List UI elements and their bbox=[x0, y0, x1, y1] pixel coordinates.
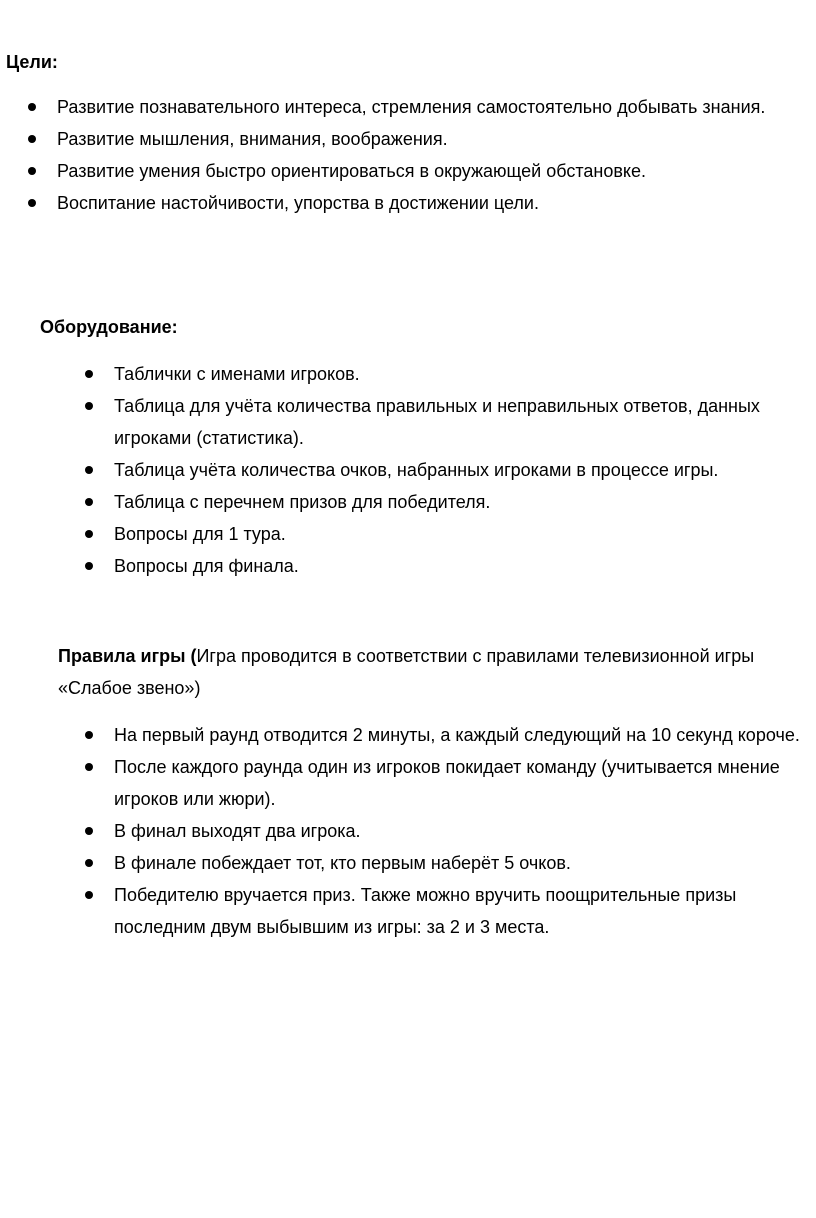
list-item bbox=[85, 390, 800, 454]
bullet-icon bbox=[85, 763, 93, 771]
bullet-icon bbox=[85, 370, 93, 378]
list-item-text: В финале побеждает тот, кто первым наберёт 5 очков. bbox=[114, 853, 571, 873]
bullet-icon bbox=[85, 498, 93, 506]
bullet-icon bbox=[28, 167, 36, 175]
goals-heading: Цели: bbox=[6, 52, 58, 72]
bullet-icon bbox=[85, 562, 93, 570]
bullet-icon bbox=[28, 103, 36, 111]
list-item-text: После каждого раунда один из игроков покидает команду (учитывается мнение игроков или жюри). bbox=[114, 757, 780, 809]
list-item bbox=[85, 815, 810, 847]
rules-heading-rest: Игра проводится в соответствии с правилами телевизионной игры «Слабое звено») bbox=[58, 646, 755, 698]
list-item-text: Воспитание настойчивости, упорства в достижении цели. bbox=[57, 193, 539, 213]
bullet-icon bbox=[85, 731, 93, 739]
list-item bbox=[28, 155, 788, 187]
list-item-text: В финал выходят два игрока. bbox=[114, 821, 361, 841]
rules-heading-bold: Правила игры ( bbox=[58, 646, 197, 666]
list-item bbox=[85, 751, 810, 815]
list-item-text: Таблица для учёта количества правильных и неправильных ответов, данных игроками (статистика). bbox=[114, 396, 760, 448]
list-item bbox=[85, 486, 800, 518]
list-item bbox=[85, 719, 810, 751]
bullet-icon bbox=[28, 135, 36, 143]
bullet-icon bbox=[85, 827, 93, 835]
list-item-text: Развитие мышления, внимания, воображения. bbox=[57, 129, 448, 149]
list-item-text: Вопросы для финала. bbox=[114, 556, 299, 576]
rules-heading bbox=[58, 640, 798, 704]
list-item bbox=[85, 454, 800, 486]
list-item bbox=[85, 879, 810, 943]
list-item bbox=[85, 847, 810, 879]
list-item bbox=[28, 91, 788, 123]
list-item-text: Вопросы для 1 тура. bbox=[114, 524, 286, 544]
list-item-text: Таблица учёта количества очков, набранных игроками в процессе игры. bbox=[114, 460, 719, 480]
equipment-list bbox=[85, 358, 800, 582]
list-item-text: Развитие познавательного интереса, стремления самостоятельно добывать знания. bbox=[57, 97, 766, 117]
bullet-icon bbox=[85, 891, 93, 899]
list-item bbox=[28, 187, 788, 219]
list-item bbox=[85, 550, 800, 582]
bullet-icon bbox=[85, 530, 93, 538]
list-item-text: На первый раунд отводится 2 минуты, а каждый следующий на 10 секунд короче. bbox=[114, 725, 800, 745]
bullet-icon bbox=[28, 199, 36, 207]
goals-list bbox=[28, 91, 788, 219]
list-item-text: Таблица с перечнем призов для победителя. bbox=[114, 492, 491, 512]
rules-list bbox=[85, 719, 810, 943]
bullet-icon bbox=[85, 466, 93, 474]
list-item-text: Победителю вручается приз. Также можно вручить поощрительные призы последним двум выбывшим из игры: за 2 и 3 места. bbox=[114, 885, 737, 937]
bullet-icon bbox=[85, 859, 93, 867]
equipment-heading: Оборудование: bbox=[40, 317, 178, 337]
list-item-text: Таблички с именами игроков. bbox=[114, 364, 360, 384]
bullet-icon bbox=[85, 402, 93, 410]
list-item bbox=[85, 358, 800, 390]
list-item-text: Развитие умения быстро ориентироваться в окружающей обстановке. bbox=[57, 161, 646, 181]
list-item bbox=[28, 123, 788, 155]
list-item bbox=[85, 518, 800, 550]
